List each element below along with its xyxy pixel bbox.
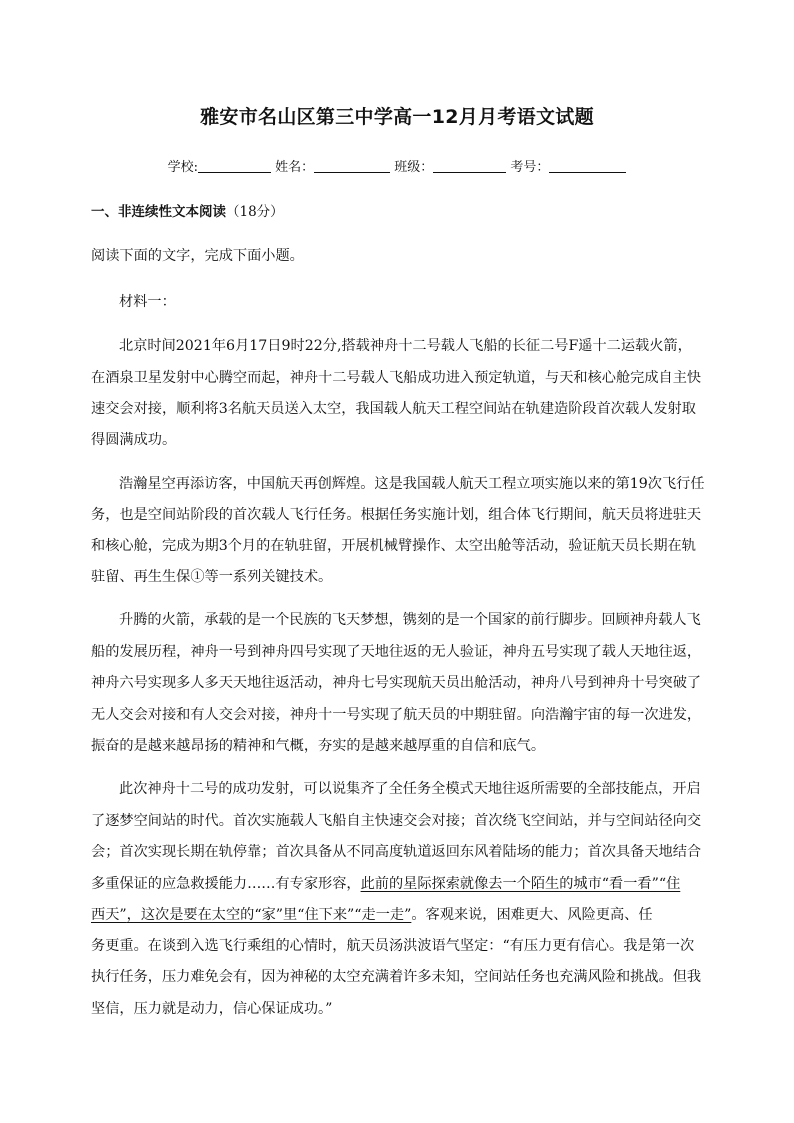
paragraph-2-line-4: 驻留、再生生保①等一系列关键技术。: [91, 569, 333, 585]
paragraph-3-line-4: 无人交会对接和有人交会对接，神舟十一号实现了航天员的中期驻留。向浩瀚宇宙的每一次进发，: [91, 707, 702, 723]
paragraph-2-line-3: 和核心舱，完成为期3个月的在轨驻留，开展机械臂操作、太空出舱等活动，验证航天员长期在轨: [91, 538, 696, 554]
paragraph-4-line-7: 执行任务，压力难免会有，因为神秘的太空充满着许多未知，空间站任务也充满风险和挑战。但我: [91, 969, 702, 985]
paragraph-3-line-2: 船的发展历程，神舟一号到神舟四号实现了天地往返的无人验证，神舟五号实现了载人天地往返，: [91, 644, 702, 660]
underlined-quote-part-3: ，这次是要在太空的“家”里“住下来”“走一走”: [126, 907, 412, 923]
instruction: 阅读下面的文字，完成下面小题。: [91, 248, 304, 264]
section-title: 一、非连续性文本阅读: [91, 204, 226, 220]
paragraph-1-line-2: 在酒泉卫星发射中心腾空而起，神舟十二号载人飞船成功进入预定轨道，与天和核心舱完成自主快: [91, 370, 702, 386]
school-label: 学校:: [167, 160, 198, 175]
section-points: （18分）: [226, 204, 284, 220]
paragraph-4-line-1: 此次神舟十二号的成功发射，可以说集齐了全任务全模式天地往返所需要的全部技能点，开启: [119, 781, 701, 797]
paragraph-4-line-4-text: 多重保证的应急救援能力……有专家形容，: [91, 876, 361, 892]
paragraph-1-line-4: 得圆满成功。: [91, 432, 177, 448]
paragraph-3-line-3: 神舟六号实现多人多天天地往返活动，神舟七号实现航天员出舱活动，神舟八号到神舟十号突破了: [91, 675, 702, 691]
paragraph-3-line-5: 振奋的是越来越昂扬的精神和气概，夯实的是越来越厚重的自信和底气。: [91, 738, 546, 754]
paragraph-4-line-6: 务更重。在谈到入选飞行乘组的心情时，航天员汤洪波语气坚定：“有压力更有信心。我是第一次: [91, 938, 695, 954]
name-label: 姓名：: [275, 160, 315, 175]
exam-no-label: 考号：: [510, 160, 550, 175]
exam-no-blank[interactable]: [549, 158, 626, 173]
paragraph-4-line-4: [91, 873, 680, 893]
name-blank[interactable]: [314, 158, 390, 173]
paragraph-4-line-5: [91, 904, 653, 924]
paragraph-4-line-5-text: 。客观来说，困难更大、风险更高、任: [411, 907, 653, 923]
paragraph-4-line-2: 了逐梦空间站的时代。首次实施载人飞船自主快速交会对接；首次绕飞空间站，并与空间站径向交: [91, 813, 702, 829]
paragraph-4-line-3: 会；首次实现长期在轨停靠；首次具备从不同高度轨道返回东风着陆场的能力；首次具备天地结合: [91, 844, 702, 860]
paragraph-3-line-1: 升腾的火箭，承载的是一个民族的飞天梦想，镌刻的是一个国家的前行脚步。回顾神舟载人飞: [119, 612, 701, 628]
underlined-quote-part-1: 此前的星际探索就像去一个陌生的城市“看一看”“住: [360, 876, 681, 892]
paragraph-1-line-3: 速交会对接，顺利将3名航天员送入太空，我国载人航天工程空间站在轨建造阶段首次载人发射取: [91, 401, 696, 417]
underlined-quote-part-2: 西天”: [91, 907, 127, 923]
paragraph-1-line-1: 北京时间2021年6月17日9时22分,搭载神舟十二号载人飞船的长征二号F遥十二运载火箭，: [119, 338, 692, 354]
paragraph-4-line-8: 坚信，压力就是动力，信心保证成功。”: [91, 1001, 333, 1017]
student-info-row: [0, 156, 794, 175]
material-label: 材料一：: [119, 294, 176, 310]
class-blank[interactable]: [433, 158, 506, 173]
section-heading: [91, 200, 284, 220]
paragraph-2-line-2: 务，也是空间站阶段的首次载人飞行任务。根据任务实施计划，组合体飞行期间，航天员将进驻天: [91, 507, 702, 523]
class-label: 班级：: [394, 160, 434, 175]
paragraph-2-line-1: 浩瀚星空再添访客，中国航天再创辉煌。这是我国载人航天工程立项实施以来的第19次飞行任: [119, 476, 705, 492]
exam-title: 雅安市名山区第三中学高一12月月考语文试题: [200, 106, 594, 128]
school-blank[interactable]: [198, 158, 271, 173]
